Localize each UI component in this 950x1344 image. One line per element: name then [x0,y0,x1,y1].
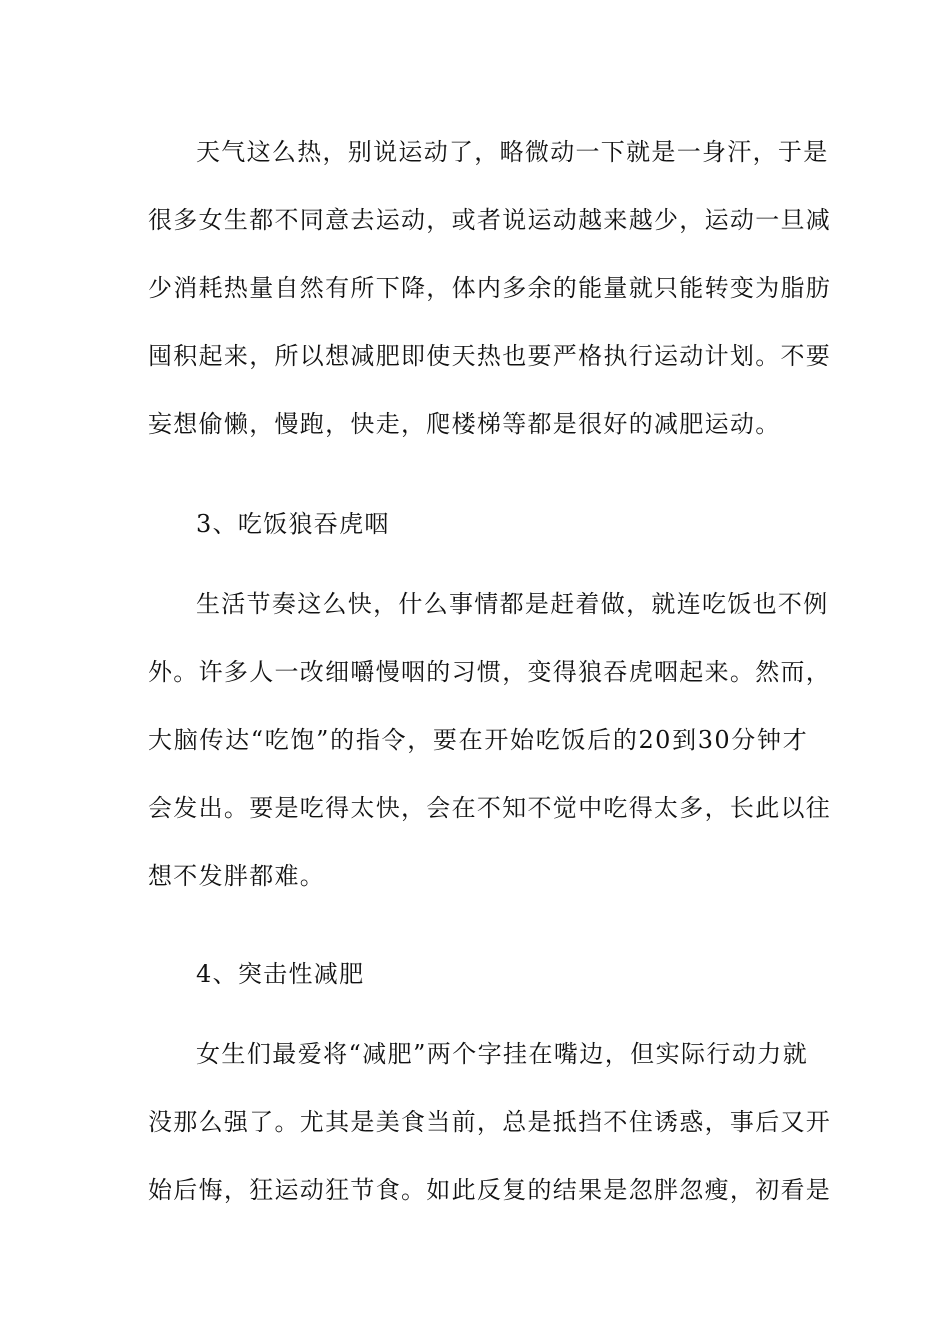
paragraph-2-line-5: 想不发胖都难。 [148,862,326,890]
section-heading-3: 3、吃饭狼吞虎咽 [196,510,390,538]
paragraph-2-line-3: 大脑传达“吃饱”的指令，要在开始吃饭后的20到30分钟才 [148,726,808,754]
section-heading-4: 4、突击性减肥 [196,960,365,988]
paragraph-3-line-2: 没那么强了。尤其是美食当前，总是抵挡不住诱惑，事后又开 [148,1108,832,1136]
paragraph-1-line-2: 很多女生都不同意去运动，或者说运动越来越少，运动一旦减 [148,206,832,234]
paragraph-1-line-1: 天气这么热，别说运动了，略微动一下就是一身汗，于是 [196,138,829,166]
paragraph-3-line-1: 女生们最爱将“减肥”两个字挂在嘴边，但实际行动力就 [196,1040,808,1068]
paragraph-1-line-3: 少消耗热量自然有所下降，体内多余的能量就只能转变为脂肪 [148,274,832,302]
paragraph-2-line-2: 外。许多人一改细嚼慢咽的习惯，变得狼吞虎咽起来。然而， [148,658,832,686]
paragraph-3-line-3: 始后悔，狂运动狂节食。如此反复的结果是忽胖忽瘦，初看是 [148,1176,832,1204]
paragraph-1-line-5: 妄想偷懒，慢跑，快走，爬楼梯等都是很好的减肥运动。 [148,410,781,438]
paragraph-2-line-1: 生活节奏这么快，什么事情都是赶着做，就连吃饭也不例 [196,590,829,618]
paragraph-2-line-4: 会发出。要是吃得太快，会在不知不觉中吃得太多，长此以往 [148,794,832,822]
paragraph-1-line-4: 囤积起来，所以想减肥即使天热也要严格执行运动计划。不要 [148,342,832,370]
